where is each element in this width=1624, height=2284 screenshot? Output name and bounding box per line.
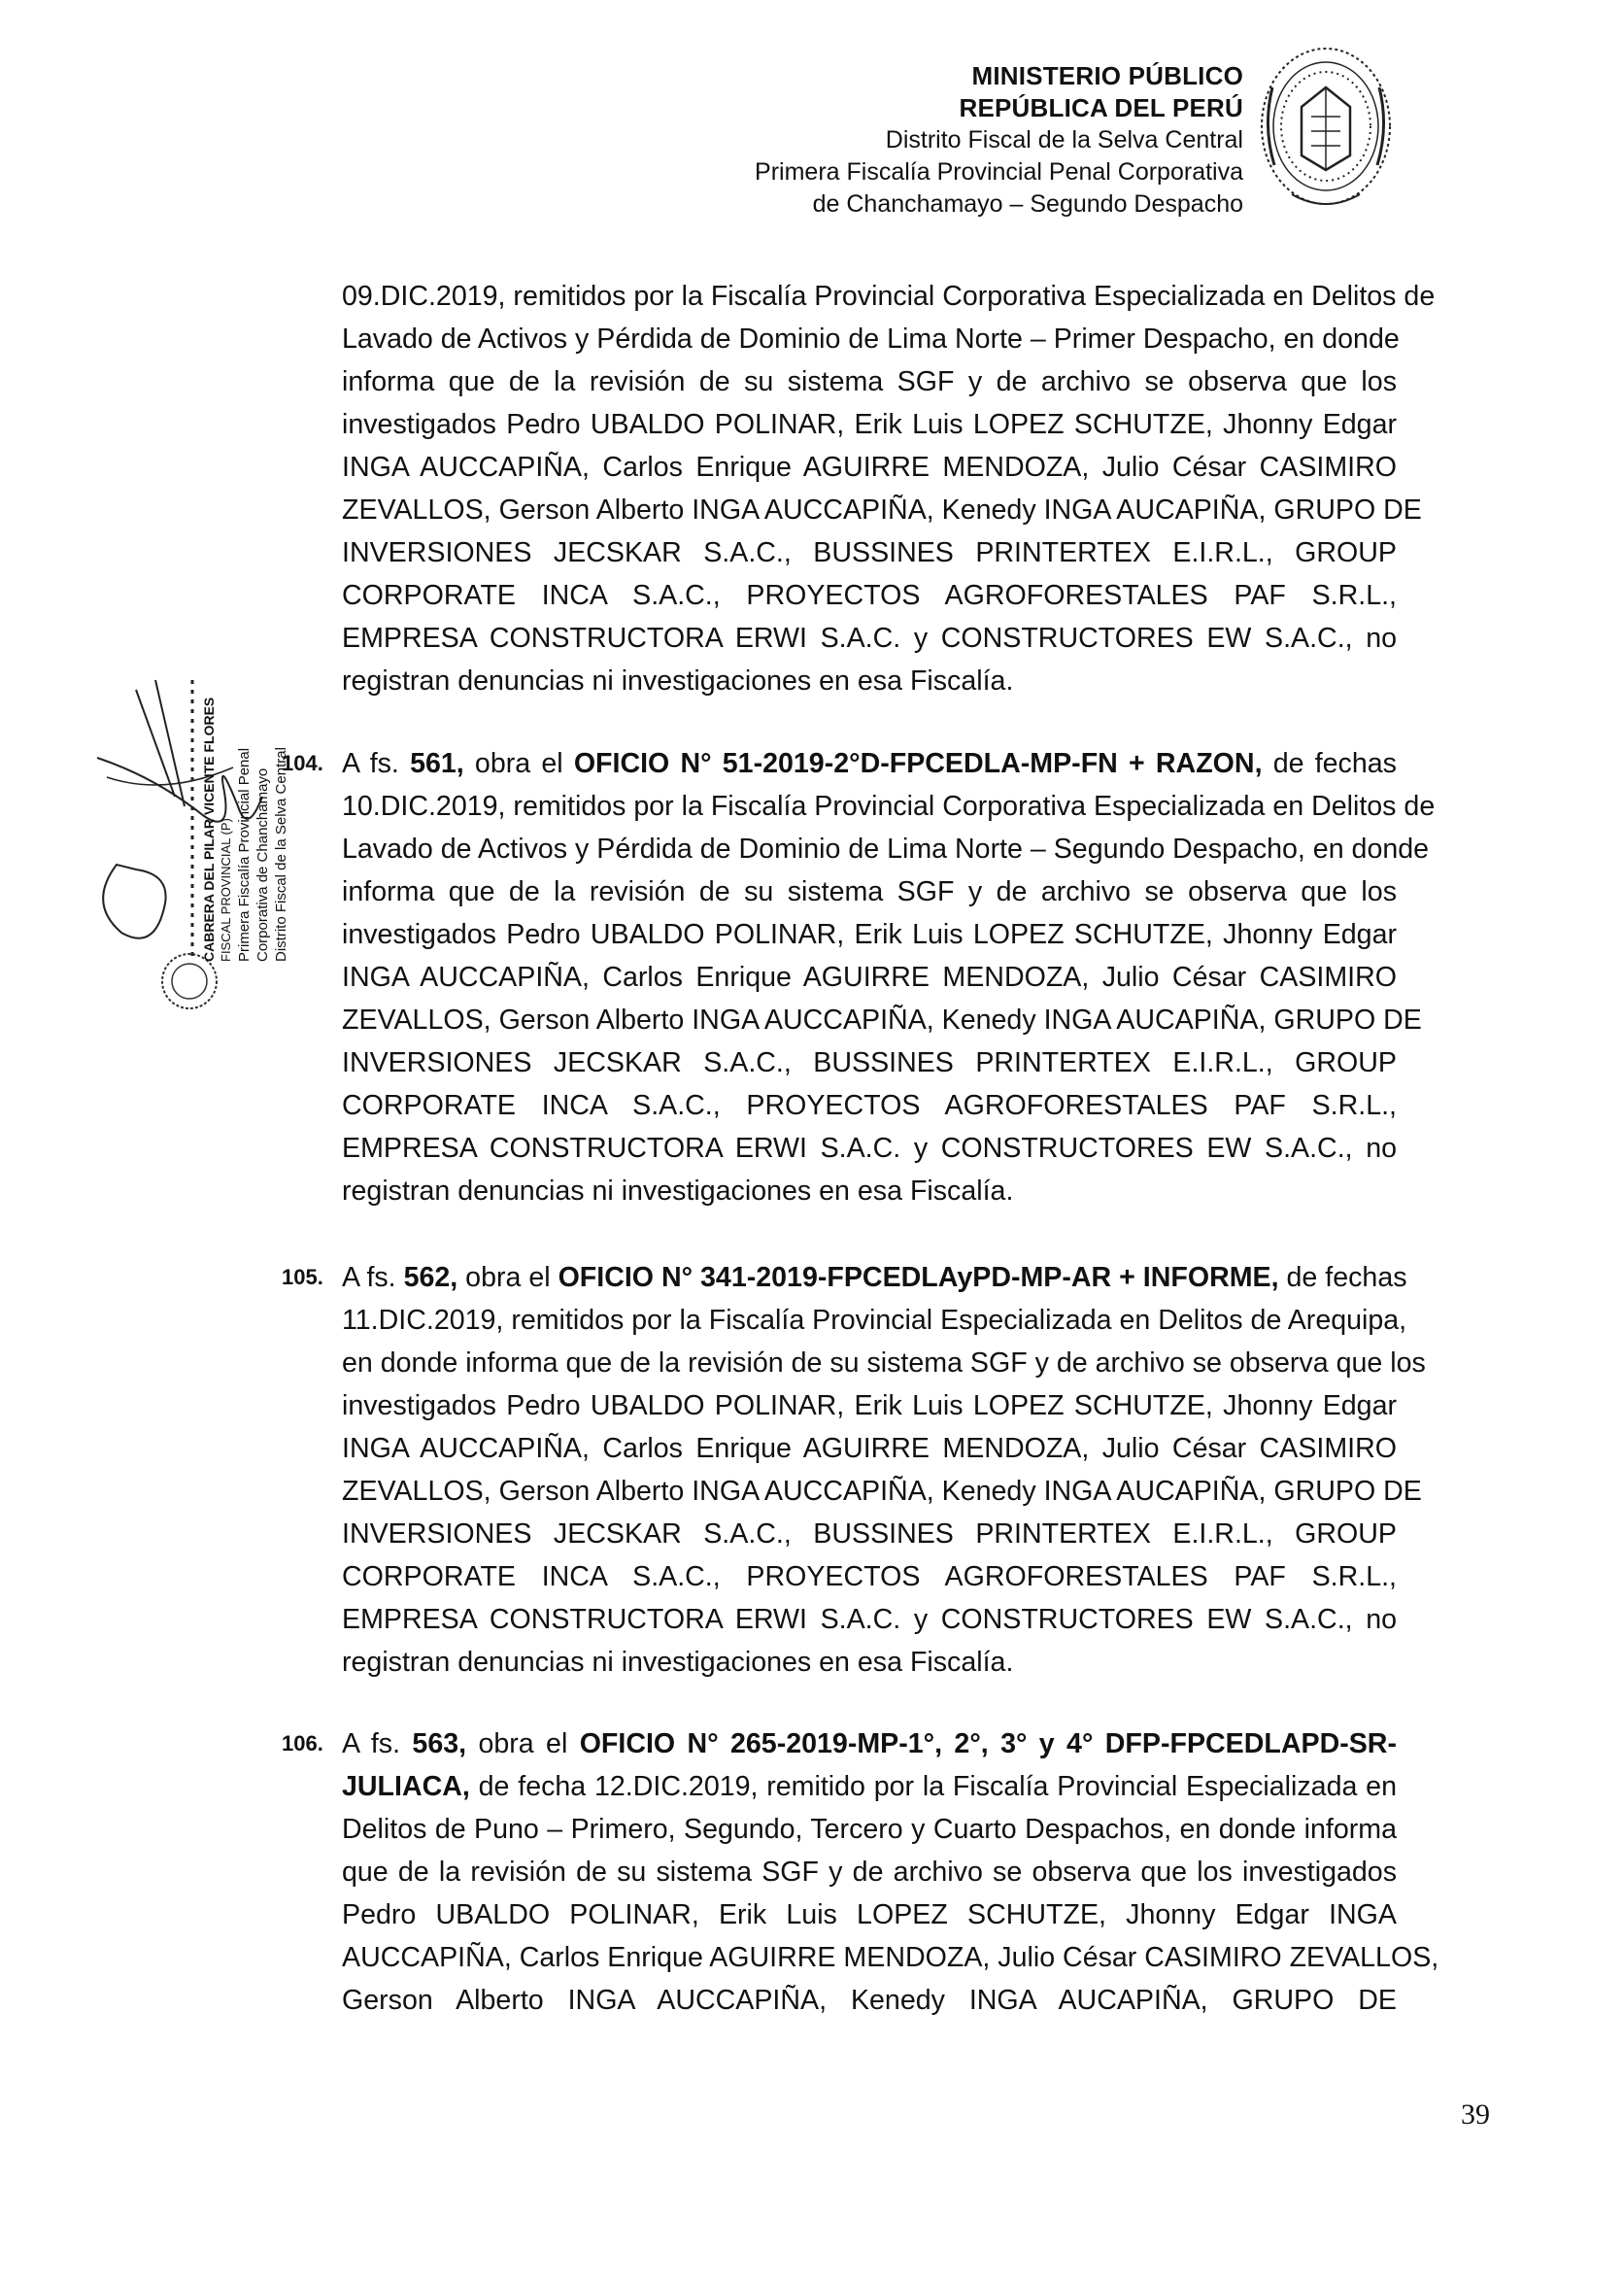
text-line: 11.DIC.2019, remitidos por la Fiscalía Provincial Especializada en Delitos de Arequipa, [342,1305,1407,1336]
header-district: Distrito Fiscal de la Selva Central [885,126,1243,153]
oficio-reference: JULIACA, [342,1771,470,1802]
official-seal-icon [1253,29,1399,223]
stamp-name: CABRERA DEL PILAR VICENTE FLORES [201,697,217,962]
text-fragment: obra el [457,1262,558,1293]
text-fragment: obra el [466,1728,580,1759]
stamp-seal-inner [172,964,207,999]
paragraph-104 [282,742,1436,1212]
paragraph-number: 104. [282,751,323,775]
stamp-office: Primera Fiscalía Provincial Penal [236,747,253,962]
text-line: Pedro UBALDO POLINAR, Erik Luis LOPEZ SCHUTZE, Jhonny Edgar INGA [342,1899,1397,1930]
text-line: EMPRESA CONSTRUCTORA ERWI S.A.C. y CONSTRUCTORES EW S.A.C., no [342,623,1397,654]
paragraph-106 [282,1722,1439,2022]
header-office: Primera Fiscalía Provincial Penal Corporativa [755,158,1243,186]
text-line: INVERSIONES JECSKAR S.A.C., BUSSINES PRINTERTEX E.I.R.L., GROUP [342,1047,1397,1078]
text-line: INVERSIONES JECSKAR S.A.C., BUSSINES PRINTERTEX E.I.R.L., GROUP [342,537,1397,568]
text-line: INGA AUCCAPIÑA, Carlos Enrique AGUIRRE MENDOZA, Julio César CASIMIRO [342,1433,1397,1464]
oficio-reference: OFICIO N° 265-2019-MP-1°, 2°, 3° y 4° DFP-FPCEDLAPD-SR- [579,1728,1397,1759]
text-line: Lavado de Activos y Pérdida de Dominio de Lima Norte – Segundo Despacho, en donde [342,834,1430,865]
text-line: investigados Pedro UBALDO POLINAR, Erik Luis LOPEZ SCHUTZE, Jhonny Edgar [342,919,1397,950]
paragraph-105 [282,1256,1426,1684]
text-fragment: de fechas [1262,748,1397,779]
text-line [342,1722,1397,1765]
paragraph-number: 106. [282,1731,323,1756]
folio-reference: 561, [410,748,464,779]
signature-stamp [78,670,321,1020]
header-country: REPÚBLICA DEL PERÚ [959,93,1243,122]
header-ministry: MINISTERIO PÚBLICO [971,61,1243,90]
text-line: CORPORATE INCA S.A.C., PROYECTOS AGROFORESTALES PAF S.R.L., [342,1090,1397,1121]
stamp-office-location: Corporativa de Chanchamayo [254,767,271,962]
oficio-reference: OFICIO N° 341-2019-FPCEDLAyPD-MP-AR + INFORME, [558,1262,1279,1293]
text-line: INVERSIONES JECSKAR S.A.C., BUSSINES PRINTERTEX E.I.R.L., GROUP [342,1518,1397,1550]
paragraph-number: 105. [282,1265,323,1289]
text-line: registran denuncias ni investigaciones en esa Fiscalía. [342,665,1014,697]
text-fragment: A fs. [342,748,411,779]
text-line: INGA AUCCAPIÑA, Carlos Enrique AGUIRRE MENDOZA, Julio César CASIMIRO [342,962,1397,993]
text-line [342,1765,1397,1808]
text-line: CORPORATE INCA S.A.C., PROYECTOS AGROFORESTALES PAF S.R.L., [342,1561,1397,1592]
text-line: investigados Pedro UBALDO POLINAR, Erik Luis LOPEZ SCHUTZE, Jhonny Edgar [342,409,1397,440]
text-line [342,742,1397,785]
text-line: CORPORATE INCA S.A.C., PROYECTOS AGROFORESTALES PAF S.R.L., [342,580,1397,611]
stamp-title: FISCAL PROVINCIAL (P) [219,818,233,962]
text-line: Gerson Alberto INGA AUCCAPIÑA, Kenedy INGA AUCAPIÑA, GRUPO DE [342,1985,1397,2016]
text-line: informa que de la revisión de su sistema SGF y de archivo se observa que los [342,876,1397,907]
text-fragment: A fs. [342,1728,413,1759]
text-fragment: de fechas [1278,1262,1407,1293]
text-line: registran denuncias ni investigaciones en esa Fiscalía. [342,1176,1014,1207]
folio-reference: 562, [403,1262,458,1293]
text-line [342,1256,1407,1299]
text-line: 10.DIC.2019, remitidos por la Fiscalía Provincial Corporativa Especializada en Delitos de [342,791,1436,822]
text-line: 09.DIC.2019, remitidos por la Fiscalía Provincial Corporativa Especializada en Delitos de [342,281,1436,312]
text-line: ZEVALLOS, Gerson Alberto INGA AUCCAPIÑA, Kenedy INGA AUCAPIÑA, GRUPO DE [342,1005,1422,1036]
text-line: registran denuncias ni investigaciones en esa Fiscalía. [342,1647,1014,1678]
text-line: informa que de la revisión de su sistema SGF y de archivo se observa que los [342,366,1397,397]
header-office-division: de Chanchamayo – Segundo Despacho [812,190,1243,218]
stamp-district: Distrito Fiscal de la Selva Central [273,747,289,962]
text-fragment: de fecha 12.DIC.2019, remitido por la Fiscalía Provincial Especializada en [469,1771,1397,1802]
text-line: que de la revisión de su sistema SGF y de archivo se observa que los investigados [342,1857,1397,1888]
text-line: investigados Pedro UBALDO POLINAR, Erik Luis LOPEZ SCHUTZE, Jhonny Edgar [342,1390,1397,1421]
text-line: Lavado de Activos y Pérdida de Dominio de Lima Norte – Primer Despacho, en donde [342,324,1400,355]
text-line: ZEVALLOS, Gerson Alberto INGA AUCCAPIÑA, Kenedy INGA AUCAPIÑA, GRUPO DE [342,494,1422,526]
text-line: EMPRESA CONSTRUCTORA ERWI S.A.C. y CONSTRUCTORES EW S.A.C., no [342,1604,1397,1635]
folio-reference: 563, [412,1728,467,1759]
continuation-paragraph [342,275,1436,702]
oficio-reference: OFICIO N° 51-2019-2°D-FPCEDLA-MP-FN + RAZON, [573,748,1263,779]
text-line: en donde informa que de la revisión de su sistema SGF y de archivo se observa que los [342,1347,1426,1379]
page-number: 39 [1461,2098,1490,2131]
document-header [755,60,1243,221]
text-line: EMPRESA CONSTRUCTORA ERWI S.A.C. y CONSTRUCTORES EW S.A.C., no [342,1133,1397,1164]
text-line: Delitos de Puno – Primero, Segundo, Tercero y Cuarto Despachos, en donde informa [342,1814,1397,1845]
text-fragment: obra el [463,748,574,779]
text-line: AUCCAPIÑA, Carlos Enrique AGUIRRE MENDOZA, Julio César CASIMIRO ZEVALLOS, [342,1942,1439,1973]
text-line: INGA AUCCAPIÑA, Carlos Enrique AGUIRRE MENDOZA, Julio César CASIMIRO [342,452,1397,483]
text-line: ZEVALLOS, Gerson Alberto INGA AUCCAPIÑA, Kenedy INGA AUCAPIÑA, GRUPO DE [342,1476,1422,1507]
text-fragment: A fs. [342,1262,404,1293]
